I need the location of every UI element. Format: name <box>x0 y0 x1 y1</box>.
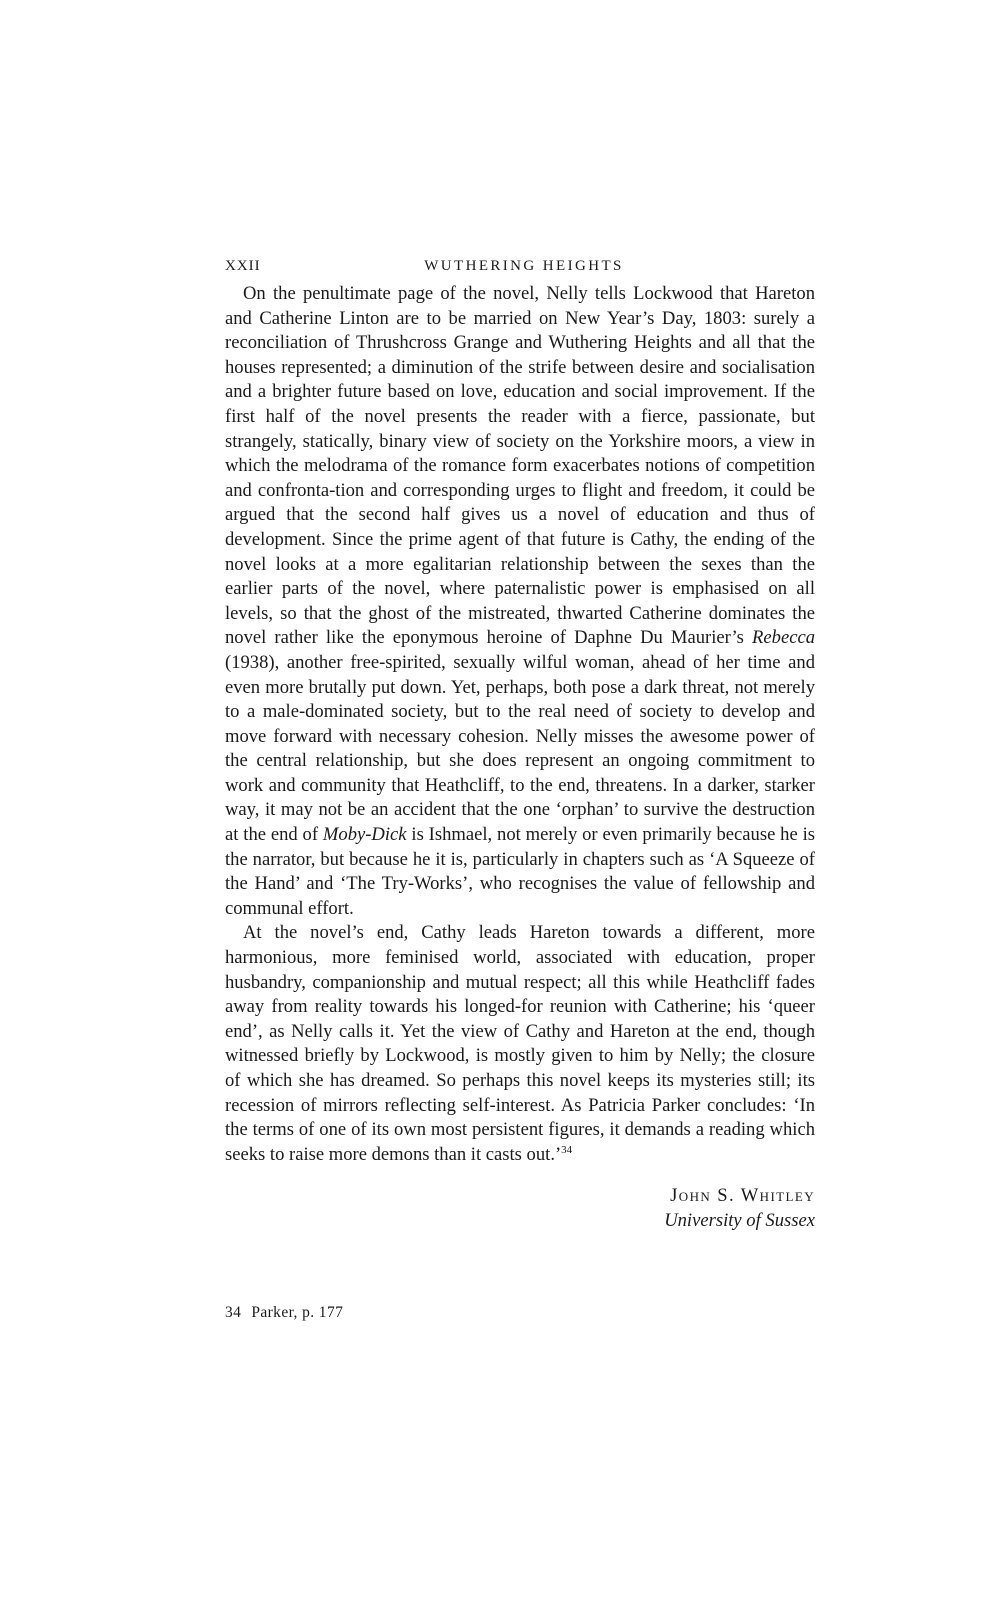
footnote-reference[interactable]: 34 <box>561 1143 573 1156</box>
footnote-number: 34 <box>225 1304 242 1321</box>
title-rebecca: Rebecca <box>752 627 815 649</box>
paragraph-1-text-c: is Ishmael, not merely or even primarily because he is the narrator, but because he it is, particularly in chapters such as ‘A Squeeze of the Hand’ and ‘The Try-Works’, who recognises the value of fellowship and communal effort. <box>225 824 815 919</box>
running-head <box>225 258 815 282</box>
paragraph-1-text-b: (1938), another free-spirited, sexually wilful woman, ahead of her time and even more brutally put down. Yet, perhaps, both pose a dark threat, not merely to a male-dominated society, but to the real need of society to develop and move forward with necessary cohesion. Nelly misses the awesome power of the central relationship, but she does represent an ongoing commitment to work and community that Heathcliff, to the end, threatens. In a darker, starker way, it may not be an accident that the one ‘orphan’ to survive the destruction at the end of <box>225 651 815 846</box>
title-moby-dick: Moby-Dick <box>322 824 407 846</box>
paragraph-2-text: At the novel’s end, Cathy leads Hareton towards a different, more harmonious, more feminised world, associated with education, proper husbandry, companionship and mutual respect; all this while Heathcliff fades away from reality towards his longed-for reunion with Catherine; his ‘queer end’, as Nelly calls it. Yet the view of Cathy and Hareton at the end, though witnessed briefly by Lockwood, is mostly given to him by Nelly; the closure of which she has dreamed. So perhaps this novel keeps its mysteries still; its recession of mirrors reflecting self-interest. As Patricia Parker concludes: ‘In the terms of one of its own most persistent figures, it demands a reading which seeks to raise more demons than it casts out.’ <box>225 922 815 1165</box>
running-title: WUTHERING HEIGHTS <box>424 258 624 274</box>
signature-block <box>225 1183 815 1233</box>
paragraph-1-text-a: On the penultimate page of the novel, Nelly tells Lockwood that Hareton and Catherine Linton are to be married on New Year’s Day, 1803: surely a reconciliation of Thrushcross Grange and Wuthering Heights and all that the houses represented; a diminution of the strife between desire and socialisation and a brighter future based on love, education and social improvement. If the first half of the novel presents the reader with a fierce, passionate, but strangely, statically, binary view of society on the Yorkshire moors, a view in which the melodrama of the romance form exacerbates notions of competition and confronta-tion and corresponding urges to flight and freedom, it could be argued that the second half gives us a novel of education and thus of development. Since the prime agent of that future is Cathy, the ending of the novel looks at a more egalitarian relationship between the sexes than the earlier parts of the novel, where paternalistic power is emphasised on all levels, so that the ghost of the mistreated, thwarted Catherine dominates the novel rather like the eponymous heroine of Daphne Du Maurier’s <box>225 283 815 649</box>
page-number: XXII <box>225 258 261 274</box>
footnote-text: Parker, p. 177 <box>251 1304 344 1321</box>
paragraph-2 <box>225 921 815 1167</box>
author-affiliation: University of Sussex <box>664 1210 815 1232</box>
footnote <box>225 1304 343 1322</box>
author-name: John S. Whitley <box>670 1185 815 1207</box>
paragraph-1 <box>225 282 815 921</box>
page-body <box>225 258 815 1233</box>
